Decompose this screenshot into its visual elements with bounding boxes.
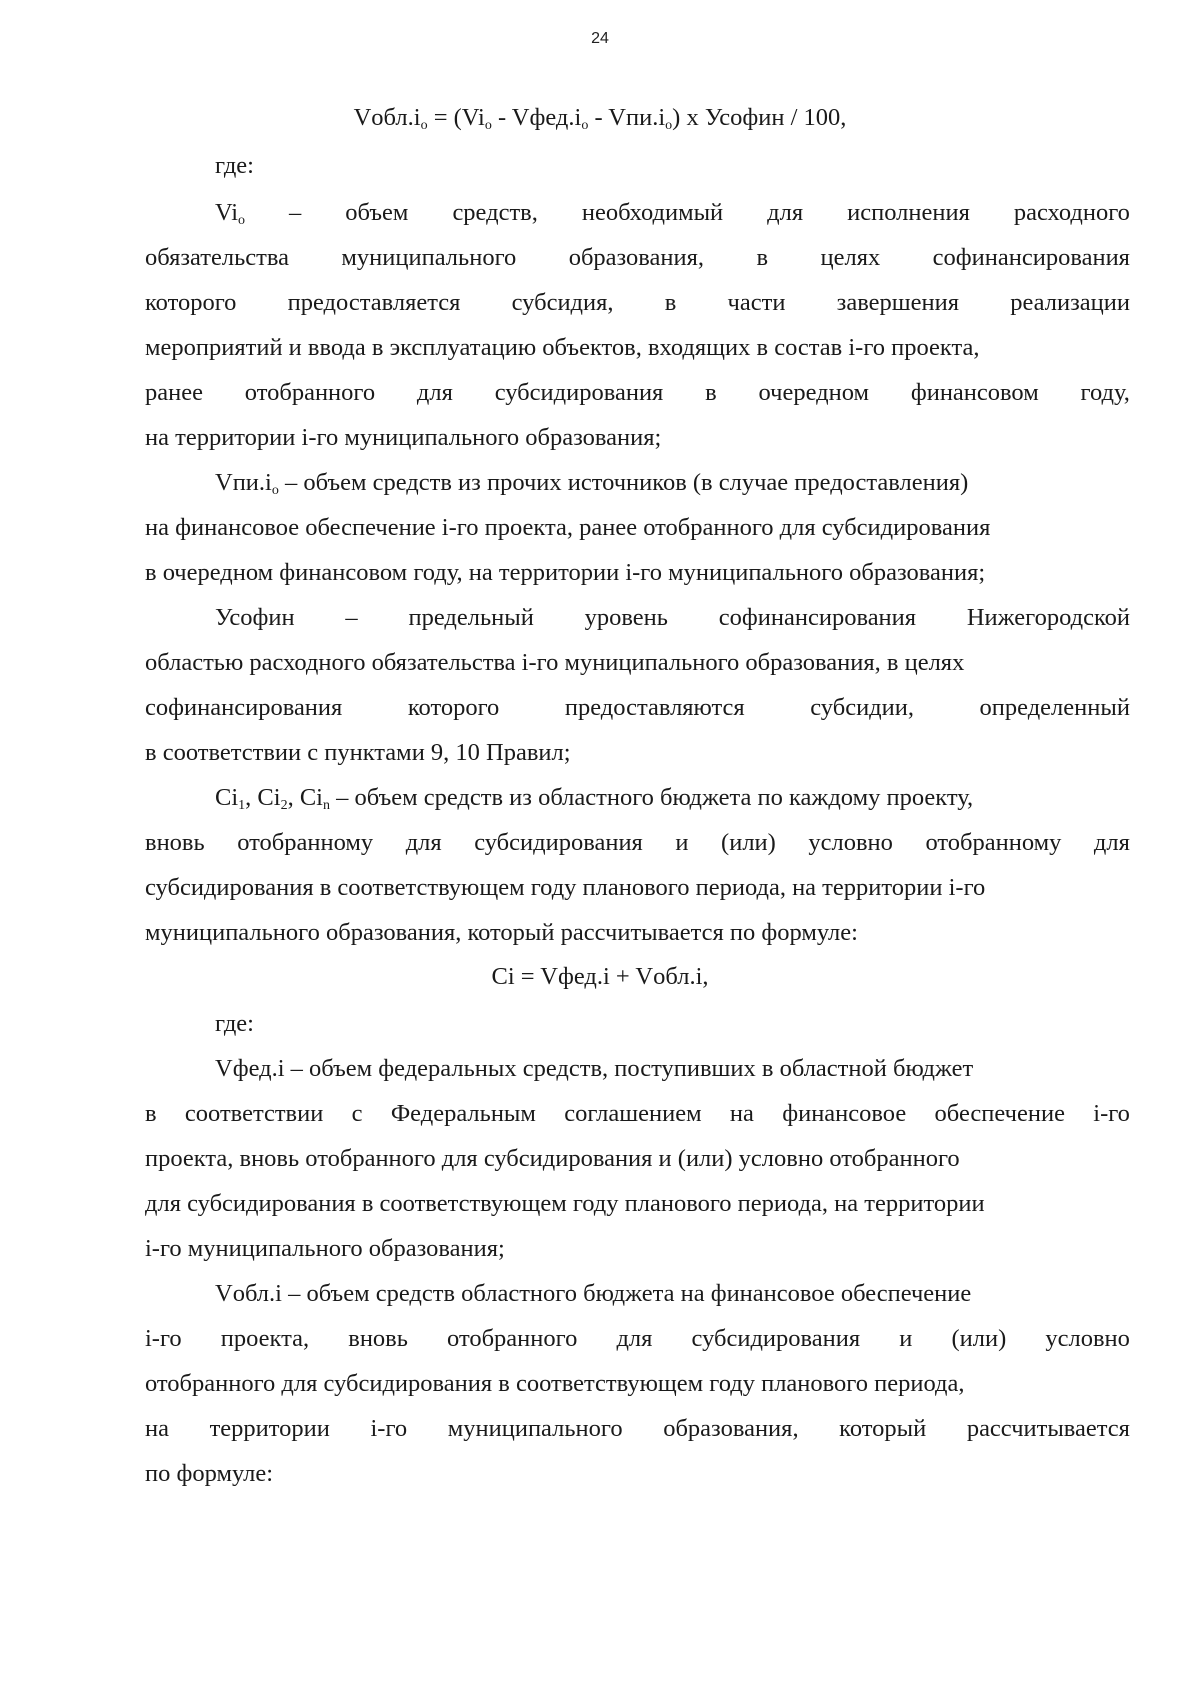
formula-vobl-io: $Vобл.i_o = (Vi_o$ - $Vфед.i_o - Vпи.i_o$) x Усофин / 100, — [353, 104, 847, 133]
page-number: 24 — [591, 30, 609, 47]
def-vpi-line-3: в очередном финансовом году, на территории i-го муниципального образования; — [145, 559, 986, 586]
def-ci-line-4: муниципального образования, который рассчитывается по формуле: — [145, 919, 858, 946]
def-vio-line-1: $Vi_o$ – объем средств, необходимый для исполнения расходного — [215, 199, 1130, 228]
def-vpi-line-1: $Vпи.i_o$ – объем средств из прочих источников (в случае предоставления) — [215, 469, 969, 498]
def-usofin-line-4: в соответствии с пунктами 9, 10 Правил; — [145, 739, 571, 766]
def-vfed-line-2: в соответствии с Федеральным соглашением на финансовое обеспечение i-го — [145, 1100, 1130, 1127]
def-usofin-line-3: софинансирования которого предоставляются субсидии, определенный — [145, 694, 1130, 721]
term-ci: $Ci_1$, $Ci_2$, $Ci_n$ — [215, 784, 330, 813]
formula-ci: Ci = Vфед.i + Vобл.i, — [491, 963, 709, 990]
def-vobl-line-1: Vобл.i – объем средств областного бюджета на финансовое обеспечение — [215, 1280, 972, 1307]
def-vio-line-2: обязательства муниципального образования, в целях софинансирования — [145, 244, 1130, 271]
def-ci-line-3: субсидирования в соответствующем году планового периода, на территории i-го — [145, 874, 986, 901]
def-vio-line-5: ранее отобранного для субсидирования в очередном финансовом году, — [145, 379, 1130, 406]
def-vfed-line-3: проекта, вновь отобранного для субсидирования и (или) условно отобранного — [145, 1145, 960, 1172]
def-vobl-line-4: на территории i-го муниципального образования, который рассчитывается — [145, 1415, 1130, 1442]
def-vfed-line-1: Vфед.i – объем федеральных средств, поступивших в областной бюджет — [215, 1055, 974, 1082]
term-vio: $Vi_o$ — [215, 199, 246, 228]
where-label-2: где: — [215, 1010, 254, 1037]
def-vobl-line-2: i-го проекта, вновь отобранного для субсидирования и (или) условно — [145, 1325, 1130, 1352]
def-usofin-line-1: Усофин – предельный уровень софинансирования Нижегородской — [215, 604, 1130, 631]
def-ci-line-2: вновь отобранному для субсидирования и (или) условно отобранному для — [145, 829, 1130, 856]
where-label: где: — [215, 152, 254, 179]
def-vobl-line-3: отобранного для субсидирования в соответствующем году планового периода, — [145, 1370, 965, 1397]
def-vio-line-3: которого предоставляется субсидия, в части завершения реализации — [145, 289, 1130, 316]
def-vobl-line-5: по формуле: — [145, 1460, 274, 1487]
def-vfed-line-5: i-го муниципального образования; — [145, 1235, 505, 1262]
def-vio-line-4: мероприятий и ввода в эксплуатацию объектов, входящих в состав i-го проекта, — [145, 334, 980, 361]
def-vfed-line-4: для субсидирования в соответствующем году планового периода, на территории — [145, 1190, 985, 1217]
term-vpi: $Vпи.i_o$ — [215, 469, 279, 498]
def-vio-line-6: на территории i-го муниципального образования; — [145, 424, 662, 451]
def-ci-line-1: $Ci_1$, $Ci_2$, $Ci_n$ – объем средств из областного бюджета по каждому проекту, — [215, 784, 974, 813]
def-usofin-line-2: областью расходного обязательства i-го муниципального образования, в целях — [145, 649, 965, 676]
def-vpi-line-2: на финансовое обеспечение i-го проекта, ранее отобранного для субсидирования — [145, 514, 991, 541]
